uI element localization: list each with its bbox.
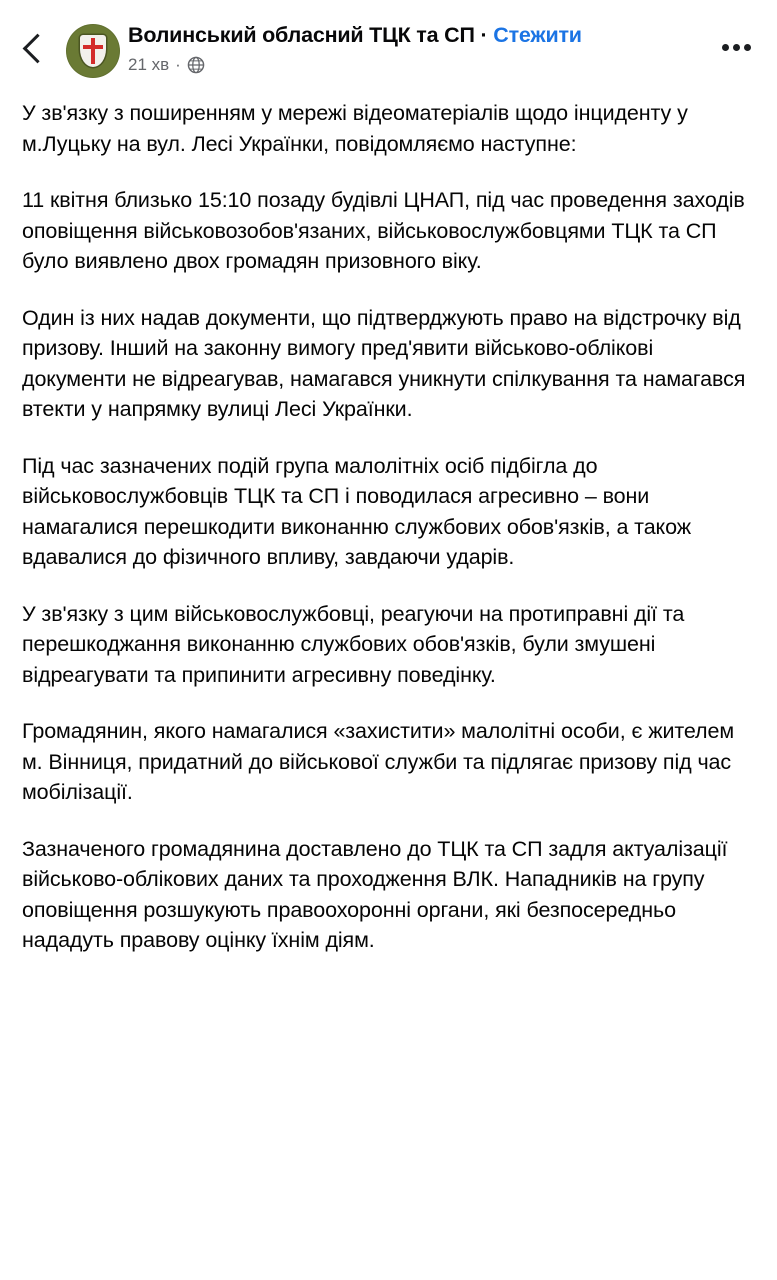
header-text [128, 18, 705, 75]
post-paragraph: Зазначеного громадянина доставлено до ТЦК та СП задля актуалізації військово-облікових даних та проходження ВЛК. Нападників на групу оповіщення розшукують правоохоронні органи, які безпосередньо нададуть правову оцінку їхнім діям. [22, 836, 728, 953]
post-paragraph: Громадянин, якого намагалися «захистити» малолітні особи, є жителем м. Вінниця, придатний до військової служби та підлягає призову під час мобілізації. [22, 719, 735, 805]
post-paragraph: У зв'язку з цим військовослужбовці, реагуючи на протиправні дії та перешкоджання виконанню службових обов'язків, були змушені відреагувати та припинити агресивну поведінку. [22, 601, 685, 687]
timestamp[interactable]: 21 хв [128, 54, 170, 74]
meta-separator: · [175, 54, 181, 74]
globe-icon[interactable] [187, 56, 205, 74]
back-chevron-icon [22, 33, 52, 63]
post-header [0, 0, 777, 84]
back-button[interactable] [10, 24, 58, 72]
more-dot-3 [744, 44, 751, 51]
more-dot-2 [733, 44, 740, 51]
post-paragraph: Один із них надав документи, що підтверджують право на відстрочку від призову. Інший на законну вимогу пред'явити військово-облікові документи не відреагував, намагався уникнути спілкування та намагався втекти у напрямку вулиці Лесі Українки. [22, 305, 746, 422]
page-avatar[interactable] [66, 24, 120, 78]
shield-icon [80, 35, 106, 67]
post-meta [128, 55, 705, 75]
post-paragraph: У зв'язку з поширенням у мережі відеоматеріалів щодо інциденту у м.Луцьку на вул. Лесі Українки, повідомляємо наступне: [22, 101, 688, 156]
post-paragraph: 11 квітня близько 15:10 позаду будівлі ЦНАП, під час проведення заходів оповіщення військовозобов'язаних, військовослужбовцями ТЦК та СП було виявлено двох громадян призовного віку. [22, 188, 745, 274]
page-name[interactable]: Волинський обласний ТЦК та СП [128, 23, 481, 47]
post-body [0, 84, 777, 980]
more-options-button[interactable] [713, 24, 759, 70]
more-dot-1 [722, 44, 729, 51]
post-paragraph: Під час зазначених подій група малолітніх осіб підбігла до військовослужбовців ТЦК та СП і поводилася агресивно – вони намагалися перешкодити виконанню службових обов'язків, а також вдавалися до фізичного впливу, завдаючи ударів. [22, 453, 691, 570]
page-name-row [128, 22, 705, 50]
name-separator: · [480, 23, 488, 47]
follow-link[interactable]: Стежити [493, 23, 582, 47]
